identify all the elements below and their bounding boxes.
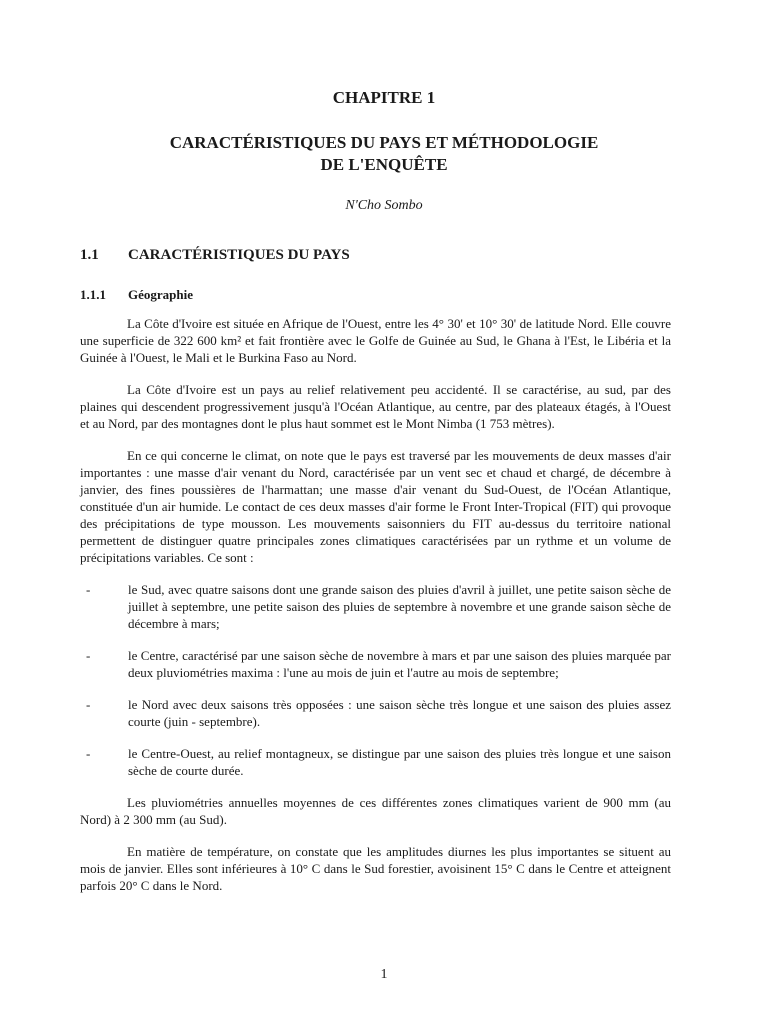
section-number: 1.1 [80, 247, 99, 263]
bullet-dash: - [86, 746, 91, 761]
paragraph-climate: En ce qui concerne le climat, on note que le pays est traversé par les mouvements de deux masses d'air importantes : une masse d'air venant du Nord, caractérisée par un vent sec et chaud et chargé, de décembre à janvier, des fines poussières de l'harmattan; une masse d'air venant du Sud-Ouest, de l'Océan Atlantique, constituée d'un air humide. Le contact de ces deux masses d'air forme le Front Inter-Tropical (FIT) qui provoque des précipitations de type mousson. Les mouvements saisonniers du FIT au-dessus du territoire national permettent de distinguer quatre principales zones climatiques caractérisées par un rythme et un volume de précipitations variables. Ce sont : [80, 448, 671, 565]
list-item-text: le Centre-Ouest, au relief montagneux, se distingue par une saison des pluies très longue et une saison sèche de courte durée. [128, 746, 671, 778]
paragraph-location: La Côte d'Ivoire est située en Afrique de l'Ouest, entre les 4° 30' et 10° 30' de latitude Nord. Elle couvre une superficie de 322 600 km² et fait frontière avec le Golfe de Guinée au Sud, le Ghana à l'Est, le Libéria et la Guinée à l'Ouest, le Mali et le Burkina Faso au Nord. [80, 316, 671, 365]
climate-zones-list [80, 581, 671, 779]
list-item-text: le Centre, caractérisé par une saison sèche de novembre à mars et par une saison des pluies marquée par deux pluviométries maxima : l'une au mois de juin et l'autre au mois de septembre; [128, 648, 671, 680]
bullet-dash: - [86, 648, 91, 663]
chapter-heading: CHAPITRE 1 [332, 88, 436, 107]
list-item [80, 647, 671, 681]
paragraph-rainfall: Les pluviométries annuelles moyennes de ces différentes zones climatiques varient de 900 mm (au Nord) à 2 300 mm (au Sud). [80, 795, 671, 827]
body-text [80, 315, 671, 894]
list-item-text: le Nord avec deux saisons très opposées : une saison sèche très longue et une saison des pluies assez courte (juin - septembre). [128, 697, 671, 729]
page-number: 1 [380, 967, 388, 982]
bullet-dash: - [86, 697, 91, 712]
section-title: CARACTÉRISTIQUES DU PAYS [128, 247, 350, 263]
chapter-title [80, 132, 688, 176]
author-name: N'Cho Sombo [345, 198, 423, 213]
subsection-title: Géographie [128, 287, 193, 302]
paragraph-relief: La Côte d'Ivoire est un pays au relief relativement peu accidenté. Il se caractérise, au sud, par des plaines qui descendent progressivement jusqu'à l'Océan Atlantique, au centre, par des plateaux étagés, à l'Ouest et au Nord, par des montagnes dont le plus haut sommet est le Mont Nimba (1 753 mètres). [80, 382, 671, 431]
list-item-text: le Sud, avec quatre saisons dont une grande saison des pluies d'avril à juillet, une petite saison sèche de juillet à septembre, une petite saison des pluies de septembre à novembre et une grande saison sèche de décembre à mars; [128, 582, 671, 631]
chapter-title-line-1: CARACTÉRISTIQUES DU PAYS ET MÉTHODOLOGIE [169, 133, 599, 152]
list-item [80, 581, 671, 632]
list-item [80, 745, 671, 779]
list-item [80, 696, 671, 730]
chapter-title-line-2: DE L'ENQUÊTE [320, 155, 448, 174]
paragraph-temperature: En matière de température, on constate que les amplitudes diurnes les plus importantes se situent au mois de janvier. Elles sont inférieures à 10° C dans le Sud forestier, avoisinent 15° C dans le Centre et atteignent parfois 20° C dans le Nord. [80, 844, 671, 893]
subsection-heading-1-1-1 [80, 287, 193, 303]
bullet-dash: - [86, 582, 91, 597]
section-heading-1-1 [80, 247, 350, 264]
subsection-number: 1.1.1 [80, 287, 106, 302]
